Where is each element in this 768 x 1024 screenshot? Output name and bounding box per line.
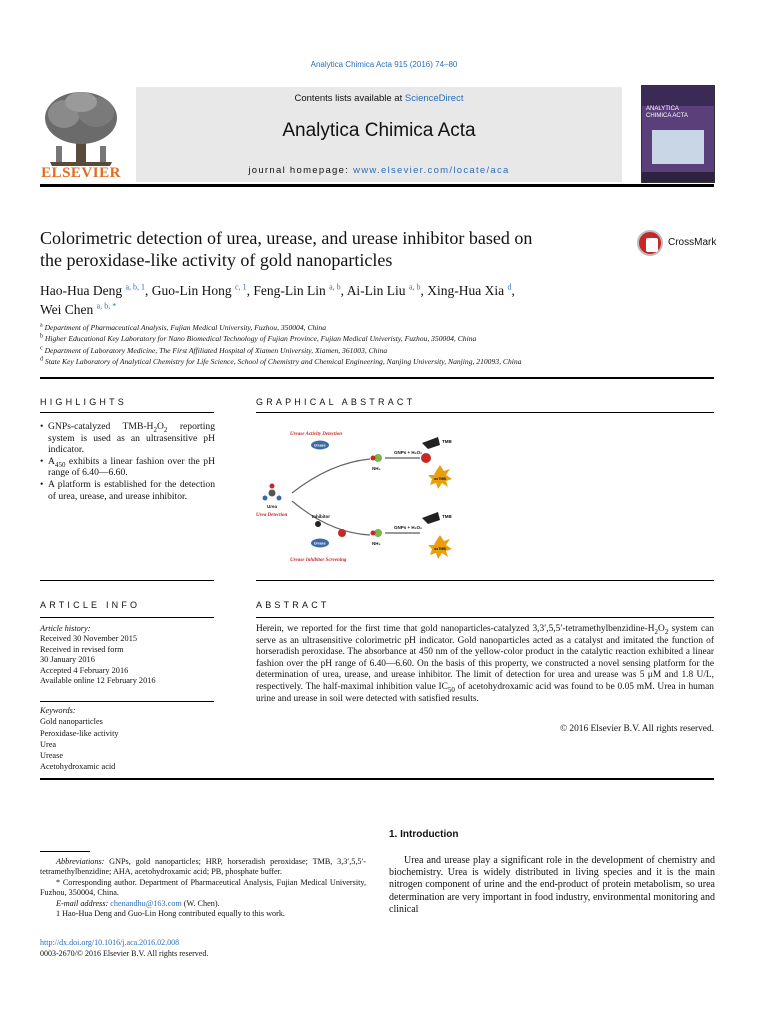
highlights-list (40, 421, 215, 502)
urease-activity-detection-label: Urease Activity Detection (290, 432, 343, 437)
urea-label: Urea (267, 504, 278, 509)
nh3-label-bottom: NH₃ (372, 541, 381, 546)
urease-label-bottom: Urease (314, 541, 326, 546)
inhibitor-label: Inhibitor (312, 514, 330, 519)
homepage-link[interactable]: www.elsevier.com/locate/aca (353, 165, 510, 176)
keywords-rule (40, 701, 214, 702)
affiliation-item (40, 345, 730, 356)
title-line-1: Colorimetric detection of urea, urease, and urease inhibitor based on (40, 228, 533, 248)
footnotes (40, 857, 366, 919)
history-entry: 30 January 2016 (40, 655, 95, 665)
cover-top-band (642, 86, 714, 106)
introduction-text (389, 855, 715, 916)
author-affiliation-marks[interactable]: a, b (408, 282, 421, 292)
tmb-label-top: TMB (442, 439, 452, 444)
author-separator: , (246, 283, 254, 298)
keywords-label: Keywords: (40, 706, 76, 715)
reaction-arrow-bottom (292, 501, 370, 535)
email-footnote: E-mail address: chenandhu@163.com (W. Chen). (56, 898, 220, 908)
block-sign (338, 529, 346, 537)
issn-copyright: 0003-2670/© 2016 Elsevier B.V. All rights reserved. (40, 949, 209, 958)
tmb-beaker-top (422, 437, 440, 449)
publisher-wordmark: ELSEVIER (41, 165, 121, 181)
cover-footer-band (642, 172, 714, 182)
graphical-abstract-heading: GRAPHICAL ABSTRACT (256, 397, 416, 407)
article-title (40, 227, 620, 271)
author-separator: , (420, 283, 428, 298)
highlight-item: • GNPs-catalyzed TMB-$H_2O_2$ reporting system is used as an ultrasensitive pH indicator. (40, 421, 215, 456)
urease-label-top: Urease (314, 443, 326, 448)
front-matter-bottom-rule (40, 778, 714, 780)
abbreviations-footnote: Abbreviations: GNPs, gold nanoparticles; HRP, horseradish peroxidase; TMB, 3,3′,5,5′-tetramethylbenzidine; AHA, acetohydroxamic acid; PB, phosphate buffer. (40, 857, 366, 877)
cover-image (652, 130, 704, 164)
affiliation-item (40, 333, 730, 344)
crossmark-icon (637, 230, 663, 256)
urea-detection-label: Urea Detection (256, 513, 288, 518)
doi-link[interactable]: http://dx.doi.org/10.1016/j.aca.2016.02.008 (40, 938, 180, 947)
introduction-paragraph: Urea and urease play a significant role in the development of chemistry and biochemistry. Urea is widely distributed in living species and it is the main nitrogen component of urine and the end-product of protein metabolism, so urea determination are very important in food industry, environmental monitoring and clinical (389, 855, 715, 915)
article-info-rule (40, 617, 214, 618)
affiliation-item (40, 322, 730, 333)
author-list (40, 281, 720, 319)
graphical-abstract-rule (256, 412, 714, 413)
affiliation-list (40, 322, 730, 368)
footnote-rule (40, 851, 90, 852)
title-line-2: the peroxidase-like activity of gold nanoparticles (40, 250, 393, 270)
cover-title-line-1: ANALYTICA (646, 106, 679, 112)
highlights-bottom-rule (40, 580, 214, 581)
crossmark-badge[interactable] (637, 230, 717, 258)
crossmark-label: CrossMark (668, 237, 717, 248)
homepage-prefix: journal homepage: (248, 165, 354, 176)
journal-citation[interactable]: Analytica Chimica Acta 915 (2016) 74–80 (310, 60, 458, 69)
journal-title: Analytica Chimica Acta (282, 120, 476, 141)
corresponding-author-footnote: * Corresponding author. Department of Pharmaceutical Analysis, Fujian Medical University, Fuzhou, 350004, China. (40, 877, 366, 898)
highlight-item: • A platform is established for the detection of urea, urease, and urease inhibitor. (40, 479, 215, 502)
highlights-heading: HIGHLIGHTS (40, 397, 128, 407)
author-name[interactable]: Ai-Lin Liu (346, 283, 406, 298)
nh3-label-top: NH₃ (372, 466, 381, 471)
author-affiliation-marks[interactable]: a, b, * (96, 301, 117, 311)
graphical-abstract-figure[interactable] (250, 423, 470, 563)
author-separator: , (145, 283, 152, 298)
highlight-item: • $A_{450}$ exhibits a linear fashion over the pH range of 6.40—6.60. (40, 456, 215, 479)
affiliation-text: State Key Laboratory of Analytical Chemistry for Life Science, School of Chemistry and Chemical Engineering, Nanjing University, Nanjing, 210093, China (44, 357, 522, 367)
keyword-item: Peroxidase-like activity (40, 728, 119, 738)
tmb-label-bottom: TMB (442, 514, 452, 519)
equal-contribution-footnote: 1 Hao-Hua Deng and Guo-Lin Hong contributed equally to this work. (56, 909, 285, 919)
keywords-list (40, 705, 220, 773)
abstract-text: Herein, we reported for the first time that gold nanoparticles-catalyzed $3,3',5,5'-tetramethylbenzidine-H_2O_2$ system can serve as an ultrasensitive colorimetric pH indicator. Gold nanoparticles acted as a catalyst and imitated the function of horseradish peroxidase. The absorbance at 450 nm of the yellow-color product in the catalytic reaction exhibited a linear fashion over the pH range of 6.40—6.60. On the basis of this property, we constructed a novel sensing platform for the determination of urea, urease, and urease inhibitor. The limit of detection for urea and urease was 5 μM and 1.8 U/L, respectively. The half-maximal inhibition value $IC_{50}$ of acetohydroxamic acid was found to be 0.05 mM. Urea in human urine and urease in soil were detected with satisfied results. (256, 624, 714, 704)
urease-inhibitor-screening-label: Urease Inhibitor Screening (290, 558, 347, 563)
keyword-item: Urease (40, 751, 64, 761)
author-separator: , (511, 283, 515, 298)
abstract-rule (256, 617, 714, 618)
author-affiliation-marks[interactable]: a, b, 1 (125, 282, 146, 292)
keyword-item: Acetohydroxamic acid (40, 762, 116, 772)
author-name[interactable]: Xing-Hua Xia (427, 283, 505, 298)
affiliation-mark: b (40, 333, 43, 340)
cover-title (646, 106, 688, 120)
section-rule (40, 377, 714, 379)
inhibit-sign-top (421, 453, 431, 463)
affiliation-text: Department of Laboratory Medicine, The First Affiliated Hospital of Xiamen University, Xiamen, 361003, China (44, 345, 388, 355)
article-history (40, 624, 220, 686)
author-name[interactable]: Wei Chen (40, 302, 94, 317)
affiliation-mark: d (40, 356, 43, 363)
history-entry: Received 30 November 2015 (40, 634, 137, 644)
keyword-item: Urea (40, 739, 57, 749)
author-name[interactable]: Feng-Lin Lin (253, 283, 326, 298)
affiliation-mark: a (40, 322, 43, 329)
keyword-item: Gold nanoparticles (40, 717, 103, 727)
introduction-heading: 1. Introduction (389, 829, 459, 840)
affiliation-mark: c (40, 345, 43, 352)
oxtmb-label-bottom: oxTMB (434, 547, 446, 551)
homepage-line (136, 165, 622, 176)
author-affiliation-marks[interactable]: d (507, 282, 512, 292)
history-entry: Received in revised form (40, 644, 124, 654)
author-name[interactable]: Guo-Lin Hong (151, 283, 232, 298)
contents-prefix: Contents lists available at (294, 93, 405, 104)
gnps-label-bottom: GNPs + H₂O₂ (394, 525, 423, 530)
author-affiliation-marks[interactable]: a, b (329, 282, 341, 292)
author-separator: , (340, 283, 347, 298)
history-label: Article history: (40, 624, 91, 633)
author-affiliation-marks[interactable]: c, 1 (235, 282, 247, 292)
journal-cover-thumbnail[interactable] (641, 85, 715, 183)
inhibitor-skull-icon (315, 521, 321, 527)
cover-title-line-2: CHIMICA ACTA (646, 113, 688, 119)
highlights-rule (40, 412, 214, 413)
article-info-heading: ARTICLE INFO (40, 600, 141, 610)
urea-molecule (269, 490, 276, 497)
affiliation-item (40, 356, 730, 367)
abstract-copyright: © 2016 Elsevier B.V. All rights reserved. (559, 724, 714, 734)
graphical-abstract-bottom-rule (256, 580, 714, 581)
affiliation-text: Higher Educational Key Laboratory for Nano Biomedical Technology of Fujian Province, Fujian Medical Univeristy, Fuzhou, 350004, China (44, 334, 477, 344)
sciencedirect-link[interactable]: ScienceDirect (404, 93, 464, 104)
oxtmb-label-top: oxTMB (434, 477, 446, 481)
masthead-rule (40, 184, 714, 187)
history-entry: Available online 12 February 2016 (40, 676, 156, 686)
contents-line (136, 93, 622, 104)
abstract-heading: ABSTRACT (256, 600, 330, 610)
gnps-label-top: GNPs + H₂O₂ (394, 450, 423, 455)
author-name[interactable]: Hao-Hua Deng (40, 283, 123, 298)
tmb-beaker-bottom (422, 512, 440, 524)
history-entry: Accepted 4 February 2016 (40, 665, 129, 675)
affiliation-text: Department of Pharmaceutical Analysis, Fujian Medical University, Fuzhou, 350004, China (44, 323, 327, 332)
reaction-arrow-top (292, 459, 370, 493)
email-link[interactable]: chenandhu@163.com (110, 898, 182, 908)
